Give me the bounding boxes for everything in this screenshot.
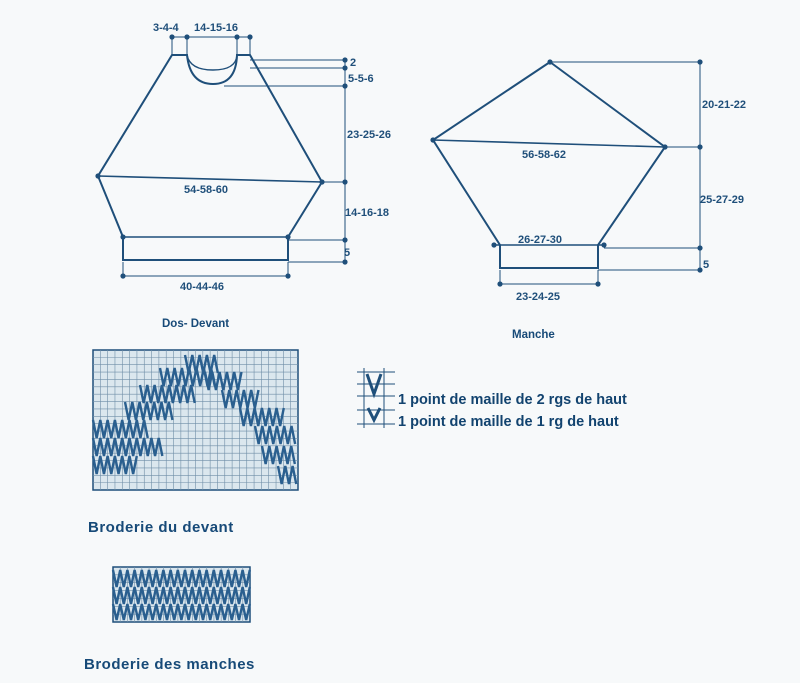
dim-cuff-width: 26-27-30 (518, 234, 563, 246)
dos-devant-dots (95, 34, 347, 278)
front-embroidery-chart (93, 350, 298, 490)
dim-bottom: 40-44-46 (180, 281, 225, 293)
dim-length: 25-27-29 (700, 194, 745, 206)
dim-upper-width: 56-58-62 (522, 149, 567, 161)
dos-devant-title: Dos- Devant (162, 318, 230, 330)
dim-sleeve-rib: 5 (703, 259, 710, 271)
dim-neck: 14-15-16 (194, 22, 239, 34)
manche-labels (516, 99, 746, 303)
legend-row-1: 1 point de maille de 2 rgs de haut (398, 392, 627, 408)
dim-chest: 54-58-60 (184, 184, 229, 196)
neck-front-curve (187, 55, 237, 70)
dim-cap: 20-21-22 (702, 99, 747, 111)
dim-shoulder: 3-4-4 (153, 22, 179, 34)
sleeve-upper-line (433, 140, 665, 147)
dim-top-drop: 2 (350, 57, 357, 69)
legend-row-2: 1 point de maille de 1 rg de haut (398, 414, 619, 430)
chest-line (98, 176, 322, 182)
sleeve-chart-caption: Broderie des manches (84, 656, 255, 673)
dim-rib: 5 (344, 247, 351, 259)
manche-dots (430, 59, 702, 286)
front-chart-caption: Broderie du devant (88, 519, 234, 536)
dim-neck-depth: 5-5-6 (348, 73, 374, 85)
dim-sleeve-bottom: 23-24-25 (516, 291, 561, 303)
dim-armhole: 23-25-26 (347, 129, 392, 141)
manche-title: Manche (512, 329, 555, 341)
dim-side: 14-16-18 (345, 207, 390, 219)
sleeve-embroidery-chart (113, 567, 250, 622)
manche-dimension-lines (500, 62, 700, 284)
